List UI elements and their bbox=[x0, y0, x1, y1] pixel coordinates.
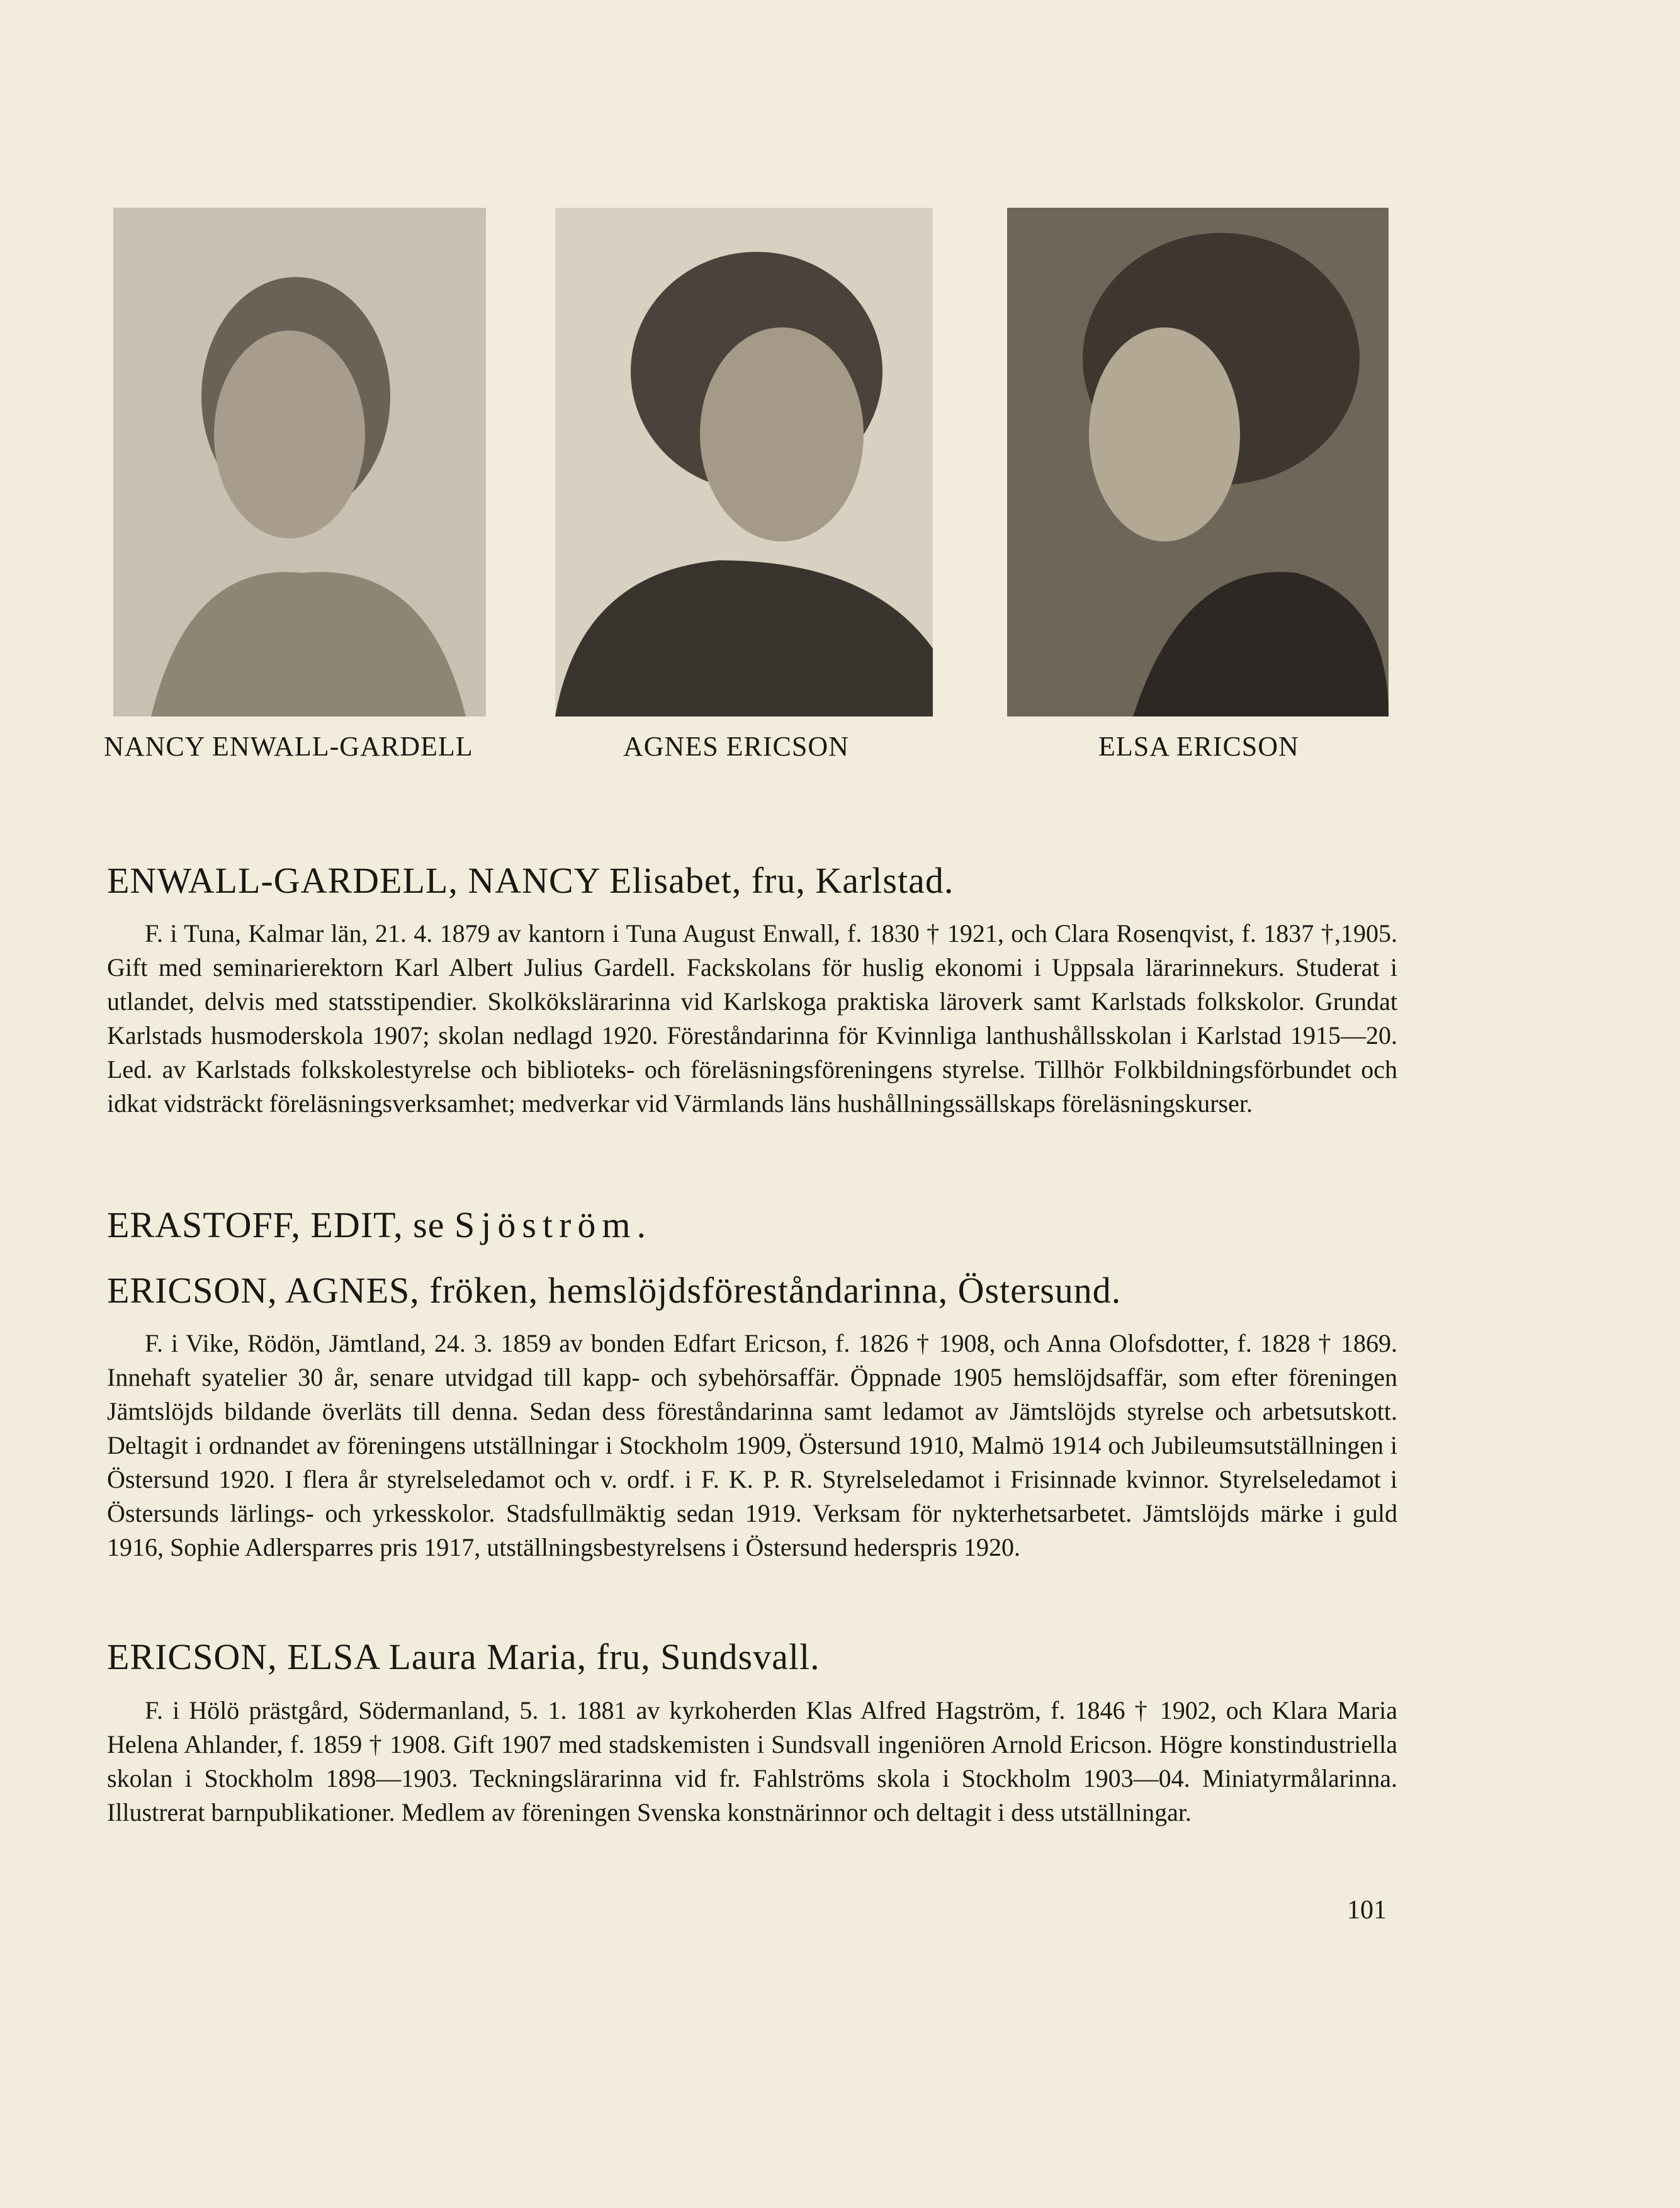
portrait-elsa-ericson bbox=[1007, 208, 1389, 716]
caption-elsa-ericson: ELSA ERICSON bbox=[1098, 731, 1299, 762]
entry-heading-agnes-ericson: ERICSON, AGNES, fröken, hemslöjdsföreståndarinna, Östersund. bbox=[107, 1270, 1122, 1311]
entry-text-enwall-gardell: F. i Tuna, Kalmar län, 21. 4. 1879 av kantorn i Tuna August Enwall, f. 1830 † 1921, och Clara Rosenqvist, f. 1837 †,1905. Gift med seminarierektorn Karl Albert Julius Gardell. Fackskolans för huslig ekonomi i Uppsala lärarinnekurs. Studerat i utlandet, delvis med statsstipendier. Skolkökslärarinna vid Karlskoga praktiska läroverk samt Karlstads folkskolor. Grundat Karlstads husmoderskola 1907; skolan nedlagd 1920. Föreståndarinna för Kvinnliga lanthushållsskolan i Karlstad 1915—20. Led. av Karlstads folkskolestyrelse och biblioteks- och föreläsningsföreningens styrelse. Tillhör Folkbildningsförbundet och idkat vidsträckt föreläsningsverksamhet; medverkar vid Värmlands läns hushållningssällskaps föreläsningskurser. bbox=[107, 919, 1397, 1118]
entry-heading-elsa-ericson: ERICSON, ELSA Laura Maria, fru, Sundsvall. bbox=[107, 1636, 820, 1677]
page-number: 101 bbox=[1347, 1896, 1387, 1925]
entry-heading-erastoff bbox=[107, 1204, 652, 1246]
erastoff-cross-reference: Sjöström. bbox=[454, 1204, 652, 1245]
portrait-agnes-ericson bbox=[555, 208, 933, 716]
portrait-nancy-enwall-gardell bbox=[113, 208, 486, 716]
entry-text-agnes-ericson: F. i Vike, Rödön, Jämtland, 24. 3. 1859 av bonden Edfart Ericson, f. 1826 † 1908, och Anna Olofsdotter, f. 1828 † 1869. Innehaft syatelier 30 år, senare utvidgad till kapp- och sybehörsaffär. Öppnade 1905 hemslöjdsaffär, som efter föreningen Jämtslöjds bildande överläts till denna. Sedan dess föreståndarinna samt ledamot av Jämtslöjds styrelse och arbetsutskott. Deltagit i ordnandet av föreningens utställningar i Stockholm 1909, Östersund 1910, Malmö 1914 och Jubileumsutställningen i Östersund 1920. I flera år styrelseledamot och v. ordf. i F. K. P. R. Styrelseledamot i Frisinnade kvinnor. Styrelseledamot i Östersunds lärlings- och yrkesskolor. Stadsfullmäktig sedan 1919. Verksam för nykterhetsarbetet. Jämtslöjds märke i guld 1916, Sophie Adlersparres pris 1917, utställningsbestyrelsens i Östersund hederspris 1920. bbox=[107, 1329, 1397, 1561]
caption-nancy-enwall-gardell: NANCY ENWALL-GARDELL bbox=[104, 731, 473, 762]
erastoff-name: ERASTOFF, EDIT, se bbox=[107, 1204, 445, 1245]
entry-text-elsa-ericson: F. i Hölö prästgård, Södermanland, 5. 1. 1881 av kyrkoherden Klas Alfred Hagström, f. 1846 † 1902, och Klara Maria Helena Ahlander, f. 1859 † 1908. Gift 1907 med stadskemisten i Sundsvall ingeniören Arnold Ericson. Högre konstindustriella skolan i Stockholm 1898—1903. Teckningslärarinna vid fr. Fahlströms skola i Stockholm 1903—04. Miniatyrmålarinna. Illustrerat barnpublikationer. Medlem av föreningen Svenska konstnärinnor och deltagit i dess utställningar. bbox=[107, 1696, 1397, 1826]
entry-heading-enwall-gardell: ENWALL-GARDELL, NANCY Elisabet, fru, Karlstad. bbox=[107, 860, 954, 901]
caption-agnes-ericson: AGNES ERICSON bbox=[623, 731, 849, 762]
